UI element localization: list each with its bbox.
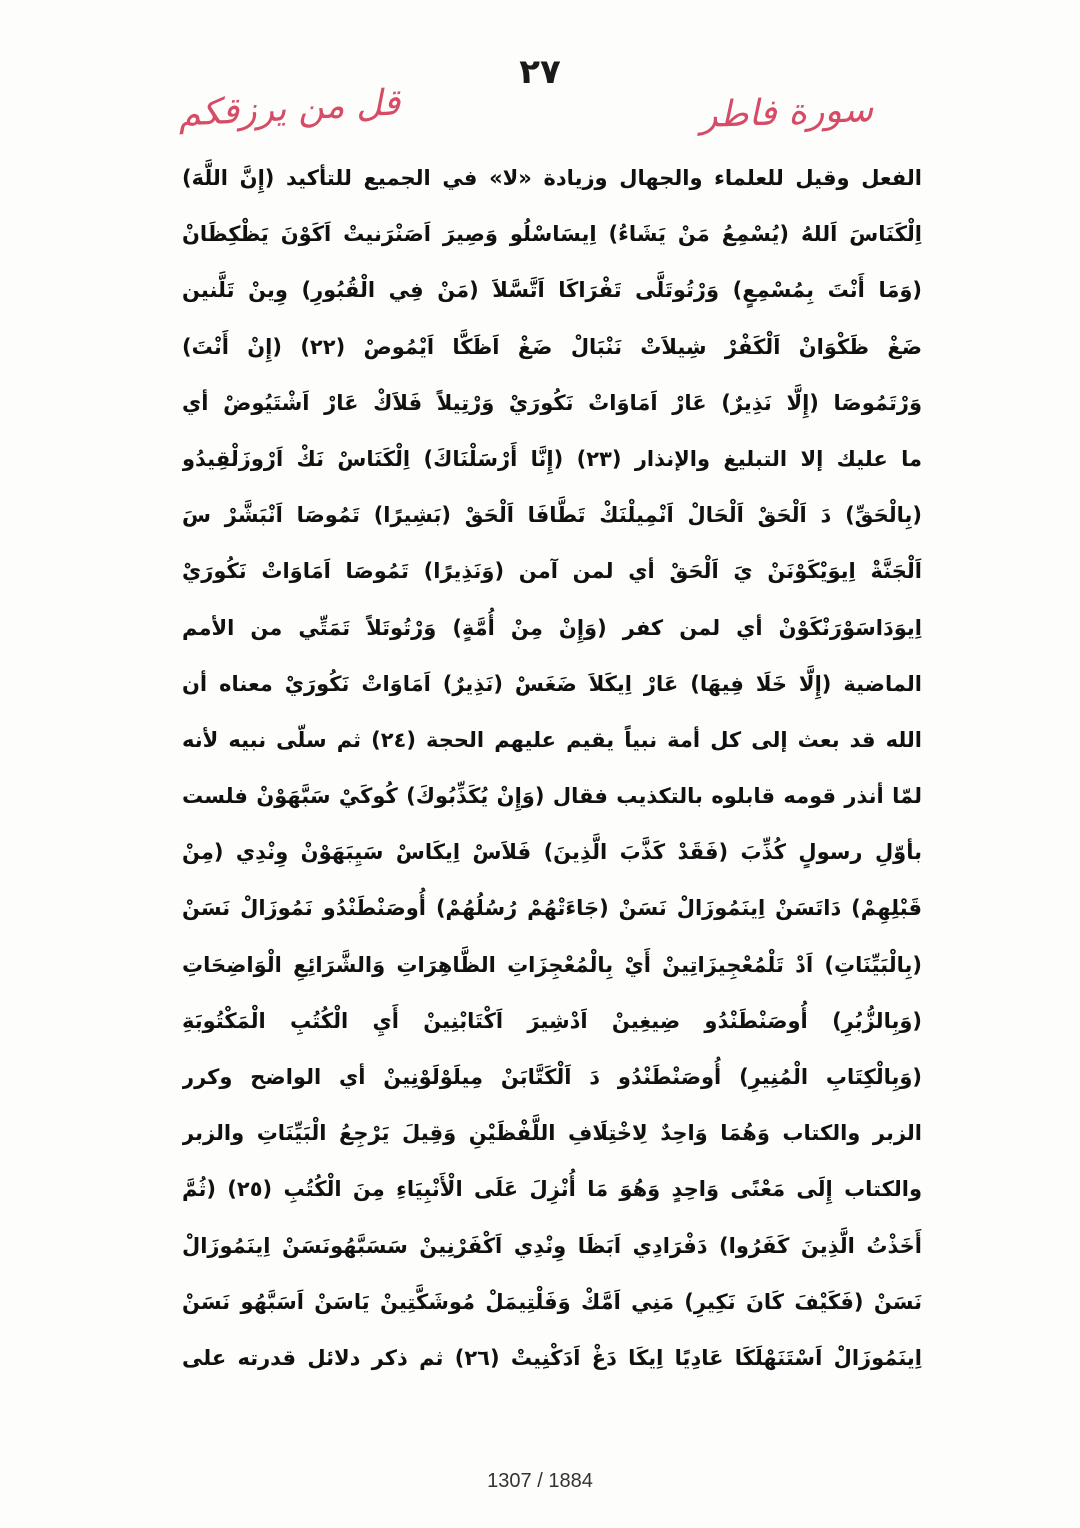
text-line: الفعل وقيل للعلماء والجهال وزيادة «لا» في الجميع للتأكيد (إِنَّ اللَّهَ) (182, 166, 922, 190)
text-line: (وَبِالزُّبُرِ) أُوصَنْطَنْدُو ضِيغِينْ اَدْشِيرَ اَكْتَابْنِينْ أَيِ الْكُتُبِ الْمَكْتُوبَةِ (182, 1008, 922, 1033)
text-line: (وَبِالْكِتَابِ الْمُنِيرِ) أُوصَنْطَنْدُو دَ اَلْكَتَّابَنْ مِيلَوْلَوْنِينْ أي الواضح وكرر (182, 1065, 922, 1089)
body-text (182, 150, 922, 1386)
text-line: اِينَمُوزَالْ اَسْتَنَهْلَكَا عَادِيًا اِيكَا دَغْ اَدَكْنِيتْ (٢٦) ثم ذكر دلائل قدرته على (182, 1345, 922, 1370)
text-line: وَرْتَمُوصَا (إِلَّا نَذِيرٌ) عَارْ اَمَاوَاتْ نَكُورَيْ وَرْتِيلاً فَلاَكْ عَارْ اَشْتَيُوضْ أي (182, 390, 922, 415)
text-line: اِيوَدَاسَوْرَنْكَوْنْ أي لمن كفر (وَإِنْ مِنْ أُمَّةٍ) وَرْتُوتَلاً تَمَتِّي من الأمم (182, 615, 922, 640)
text-line: ما عليك إلا التبليغ والإنذار (٢٣) (إِنَّا أَرْسَلْنَاكَ) اِلْكَنَاسْ نَكْ اَرْوزَلْقِيدُو (182, 446, 922, 471)
handwritten-note-right: سورة فاطر (699, 88, 874, 137)
text-line: لمّا أنذر قومه قابلوه بالتكذيب فقال (وَإِنْ يُكَذِّبُوكَ) كُوكَيْ سَبَّهَوْنْ فلست (182, 784, 922, 809)
text-line: أَخَذْتُ الَّذِينَ كَفَرُوا) دَفْرَادِي اَبَظَا وِنْدِي اَكْفَرْنِينْ سَسَبَّهُونَسَنْ اِينَمُوزَالْ (182, 1233, 922, 1258)
pdf-page-counter: 1307 / 1884 (487, 1470, 593, 1492)
text-line: الله قد بعث إلى كل أمة نبياً يقيم عليهم الحجة (٢٤) ثم سلّى نبيه لأنه (182, 727, 922, 752)
handwritten-note-left: قل من يرزقكم (177, 82, 402, 135)
text-line: اَلْجَنَّةْ اِيوَيْكَوْنَنْ يَ اَلْحَقْ أي لمن آمن (وَنَذِيرًا) تَمُوصَا اَمَاوَاتْ نَكُورَيْ (182, 559, 922, 584)
text-line: الماضية (إِلَّا خَلَا فِيهَا) عَارْ اِيكَلاَ ضَغَسْ (نَذِيرٌ) اَمَاوَاتْ نَكُورَيْ معناه أن (182, 671, 922, 696)
text-line: الزبر والكتاب وَهُمَا وَاحِدٌ لِاخْتِلَافِ اللَّفْظَيْنِ وَقِيلَ يَرْجِعُ الْبَيِّنَاتِ والزبر (182, 1121, 922, 1146)
text-line: والكتاب إِلَى مَعْنًى وَاحِدٍ وَهُوَ مَا أُنْزِلَ عَلَى الْأَنْبِيَاءِ مِنَ الْكُتُبِ (٢٥) (ثُمَّ (182, 1177, 922, 1202)
text-line: (وَمَا أَنْتَ بِمُسْمِعٍ) وَرْتُوتَلَّى تَفْرَاكَا اَتَّسَّلاَ (مَنْ فِي الْقُبُورِ) وِينْ تَلَّنين (182, 278, 922, 303)
text-line: (بِالْبَيِّنَاتِ) اَدْ تَلْمُعْجِيزَاتِينْ أَيْ بِالْمُعْجِزَاتِ الظَّاهِرَاتِ وَالشَّرَائِعِ الْوَاضِحَاتِ (182, 952, 922, 977)
page-number: ٢٧ (519, 52, 561, 92)
text-line: اِلْكَنَاسَ اَللهُ (يُسْمِعُ مَنْ يَشَاءُ) اِيسَاسْلُو وَصِيرَ اَصَنْرَنيتْ اَكَوْنَ يَظْكِظَانْ (182, 222, 922, 247)
text-line: ضَغْ ظَكْوَانْ اَلْكَفْرْ شِيلاَتْ نَنْبَالْ ضَغْ اَظَكَّا اَيْمُوصْ (٢٢) (إِنْ أَنْتَ) (182, 334, 922, 359)
text-line: نَسَنْ (فَكَيْفَ كَانَ نَكِيرِ) مَنِي اَمَّكْ وَفَلْتِيمَلْ مُوشَكَّتِينْ يَاسَنْ اَسَبَّهُو نَسَنْ (182, 1289, 922, 1314)
text-line: (بِالْحَقِّ) دَ اَلْحَقْ اَلْحَالْ اَنْمِيلْنَكْ تَطَّافَا اَلْحَقْ (بَشِيرًا) تَمُوصَا اَنْبَشَّرْ سَ (182, 503, 922, 528)
text-line: قَبْلِهِمْ) دَاتَسَنْ اِينَمُوزَالْ نَسَنْ (جَاءَتْهُمْ رُسُلُهُمْ) أُوصَنْطَنْدُو نَمُوزَالْ نَسَنْ (182, 896, 922, 921)
text-line: بأوّلِ رسولٍ كُذِّبَ (فَقَدْ كَذَّبَ الَّذِينَ) فَلاَسْ اِيكَاسْ سَيِبَهَوْنْ وِنْدِي (مِنْ (182, 840, 922, 865)
